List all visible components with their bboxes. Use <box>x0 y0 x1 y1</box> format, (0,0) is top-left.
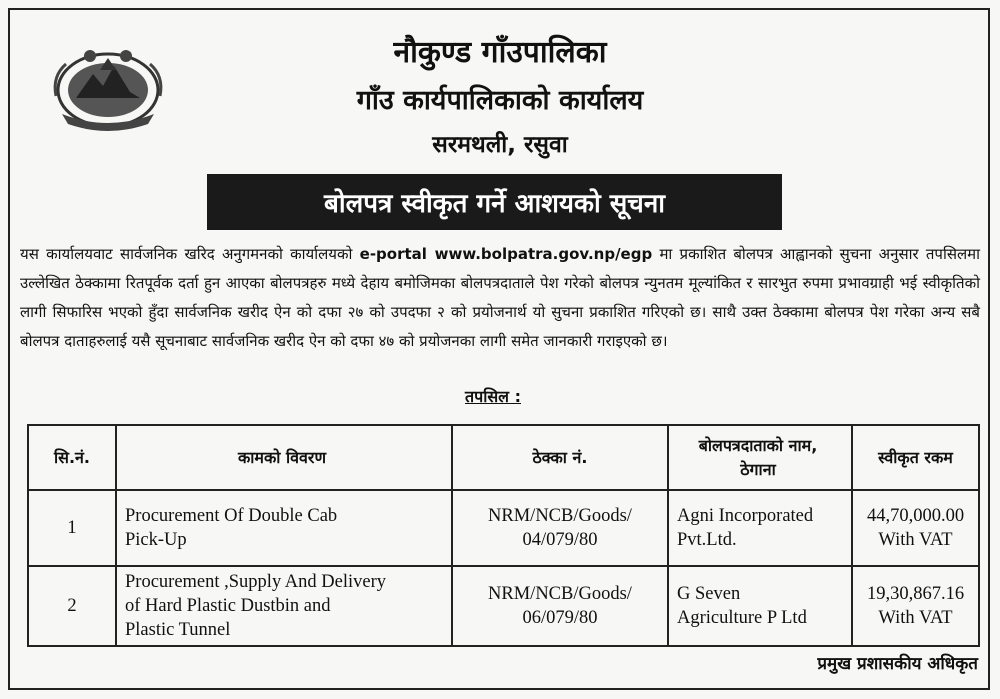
header-amount: स्वीकृत रकम <box>852 425 979 490</box>
row-bidder-line: G Seven <box>677 584 741 604</box>
row-description-line: Plastic Tunnel <box>125 620 231 640</box>
header-bidder <box>668 425 852 490</box>
row-amount <box>852 566 979 646</box>
body-text-part1: यस कार्यालयवाट सार्वजनिक खरिद अनुगमनको कार्यालयको <box>20 245 360 263</box>
row-contract-line: NRM/NCB/Goods/ <box>488 506 632 526</box>
row-amount-value: 44,70,000.00 <box>866 506 965 526</box>
row-contract-line: 04/079/80 <box>522 530 598 550</box>
body-text-part2: मा प्रकाशित बोलपत्र आह्वानको सुचना अनुसार तपसिलमा उल्लेखित ठेक्कामा रितपूर्वक दर्ता हुन आएका बोलपत्रहरु मध्ये देहाय बमोजिमका बोलपत्रदाताले पेश गरेको बोलपत्र न्युनतम मूल्यांकित र सारभुत रुपमा प्रभावग्राही भई स्वीकृतिको लागी सिफारिस भएको हुँदा सार्वजनिक खरीद ऐन को दफा २७ को उपदफा २ को प्रयोजनार्थ यो सुचना प्रकाशित गरिएको छ। साथै उक्त ठेक्कामा बोलपत्र पेश गरेका अन्य सबै बोलपत्र दाताहरुलाई यसै सूचनाबाट सार्वजनिक खरीद ऐन को दफा ४७ को प्रयोजनका लागी समेत जानकारी गराइएको छ। <box>20 245 980 350</box>
notice-title-banner <box>207 174 782 230</box>
row-amount-vat: With VAT <box>878 530 953 550</box>
row-description-line: Procurement ,Supply And Delivery <box>125 572 387 592</box>
table-row <box>28 566 979 646</box>
municipality-title: नौकुण्ड गाँउपालिका <box>393 35 607 70</box>
row-bidder <box>668 490 852 566</box>
row-description-line: of Hard Plastic Dustbin and <box>125 596 331 616</box>
row-amount <box>852 490 979 566</box>
row-sn: 2 <box>28 566 116 646</box>
row-bidder-line: Pvt.Ltd. <box>677 530 737 550</box>
row-description-line: Pick-Up <box>125 530 187 550</box>
row-description <box>116 566 452 646</box>
details-label: तपसिल : <box>465 387 521 406</box>
header-bidder-line2: ठेगाना <box>740 459 776 479</box>
office-title: गाँउ कार्यपालिकाको कार्यालय <box>356 85 644 116</box>
row-description-line: Procurement Of Double Cab <box>125 506 338 526</box>
header-sn: सि.नं. <box>28 425 116 490</box>
award-table <box>27 424 980 647</box>
signature-title: प्रमुख प्रशासकीय अधिकृत <box>817 654 978 674</box>
notice-title: बोलपत्र स्वीकृत गर्ने आशयको सूचना <box>324 189 665 219</box>
row-amount-vat: With VAT <box>878 608 953 628</box>
table-header-row <box>28 425 979 490</box>
row-contract-no <box>452 490 668 566</box>
office-address: सरमथली, रसुवा <box>432 132 568 158</box>
row-sn: 1 <box>28 490 116 566</box>
row-bidder-line: Agriculture P Ltd <box>677 608 807 628</box>
row-contract-line: 06/079/80 <box>522 608 598 628</box>
row-contract-no <box>452 566 668 646</box>
row-bidder <box>668 566 852 646</box>
header-contract-no: ठेक्का नं. <box>452 425 668 490</box>
header-description: कामको विवरण <box>116 425 452 490</box>
row-contract-line: NRM/NCB/Goods/ <box>488 584 632 604</box>
row-bidder-line: Agni Incorporated <box>677 506 814 526</box>
header-bidder-line1: बोलपत्रदाताको नाम, <box>698 435 818 455</box>
portal-link-text: e-portal www.bolpatra.gov.np/egp <box>359 245 653 263</box>
table-row <box>28 490 979 566</box>
notice-body <box>20 240 980 356</box>
row-description <box>116 490 452 566</box>
row-amount-value: 19,30,867.16 <box>866 584 965 604</box>
